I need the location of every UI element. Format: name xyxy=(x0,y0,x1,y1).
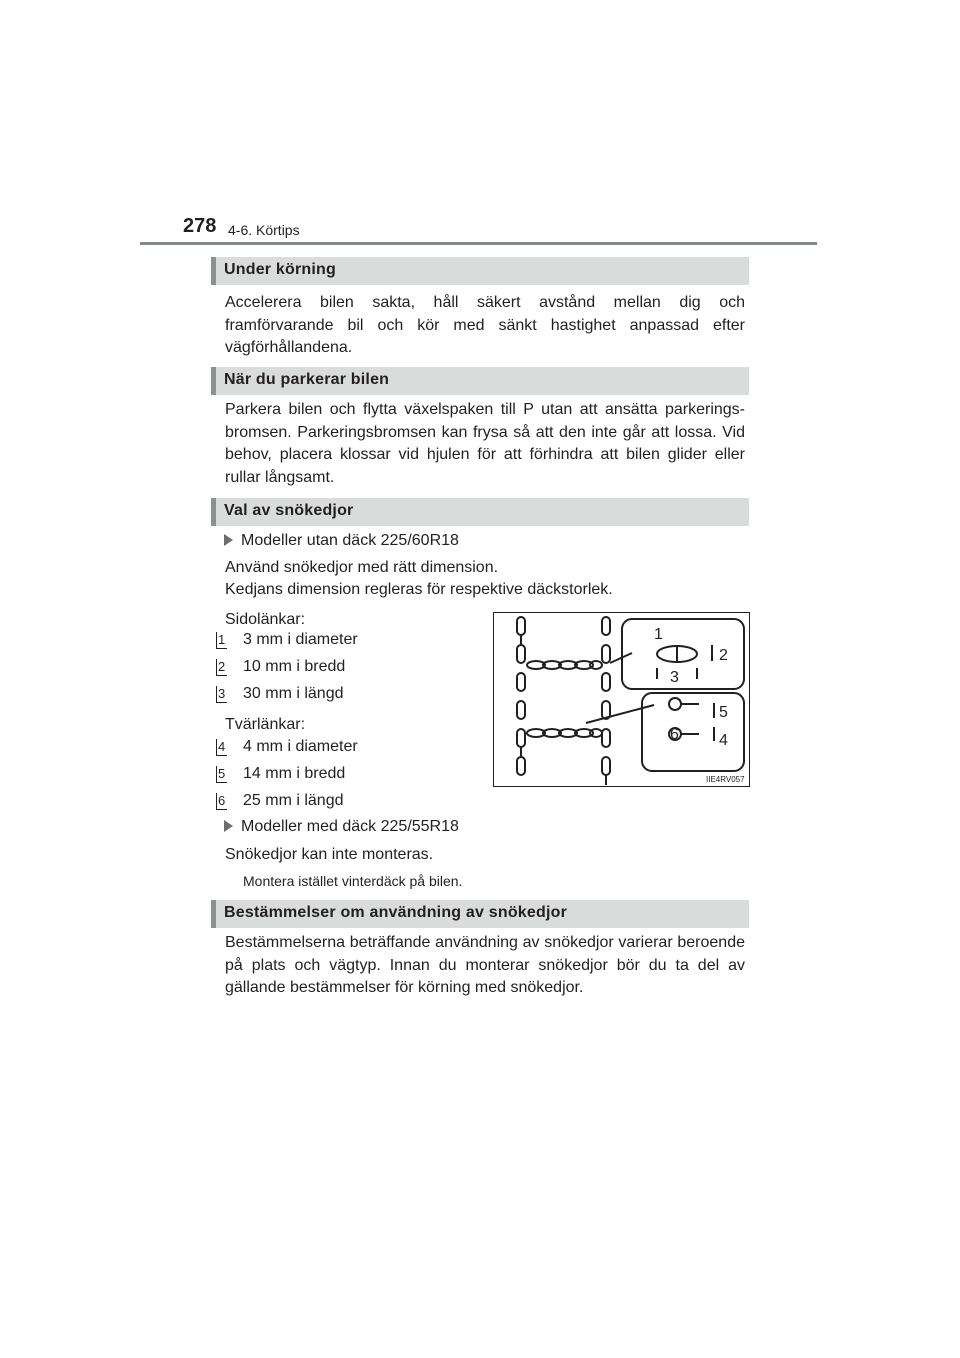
model-condition-text: Modeller med däck 225/55R18 xyxy=(241,818,459,835)
callout-6: 6 xyxy=(670,726,679,743)
rules-paragraph: Bestämmelserna beträffande användning av snökedjor varierar beroende på plats och vägtyp. Innan du monterar snökedjor bör du ta del av gällande bestämmelser för körning med snökedjor. xyxy=(225,934,745,996)
number-badge: 3 xyxy=(218,686,226,701)
section-title: Val av snökedjor xyxy=(224,502,354,519)
header-rule xyxy=(140,242,817,245)
side-link-diameter: 3 mm i diameter xyxy=(243,631,358,648)
figure-code: IIE4RV057 xyxy=(706,775,745,784)
number-badge: 5 xyxy=(218,766,226,781)
number-badge: 4 xyxy=(218,739,226,754)
page-number: 278 xyxy=(183,215,217,237)
model-condition-2 xyxy=(224,818,459,836)
cross-link-diameter: 4 mm i diameter xyxy=(243,738,358,755)
cannot-mount-line: Snökedjor kan inte monteras. xyxy=(225,846,434,863)
model-condition-text: Modeller utan däck 225/60R18 xyxy=(241,532,459,549)
section-heading-chains xyxy=(211,498,749,526)
model-condition-1 xyxy=(224,532,459,550)
cross-link-length: 25 mm i längd xyxy=(243,792,344,809)
number-badge: 1 xyxy=(218,632,226,647)
side-link-length: 30 mm i längd xyxy=(243,685,344,702)
section-title: När du parkerar bilen xyxy=(224,371,390,388)
driving-paragraph: Accelerera bilen sakta, håll säkert avstånd mellan dig och framförvarande bil och kör med sänkt hastighet anpassad efter vägförhållandena. xyxy=(225,294,745,356)
section-heading-driving xyxy=(211,257,749,285)
side-link-width: 10 mm i bredd xyxy=(243,658,346,675)
section-heading-rules xyxy=(211,900,749,928)
number-badge: 6 xyxy=(218,793,226,808)
callout-4: 4 xyxy=(719,732,728,749)
section-heading-parking xyxy=(211,367,749,395)
chain-dimension-line: Kedjans dimension regleras för respektive däckstorlek. xyxy=(225,581,613,598)
side-links-label: Sidolänkar: xyxy=(225,611,306,628)
cross-links-label: Tvärlänkar: xyxy=(225,716,306,733)
section-title: Bestämmelser om användning av snökedjor xyxy=(224,904,568,921)
callout-3: 3 xyxy=(670,669,679,686)
section-title: Under körning xyxy=(224,261,336,278)
snow-chain-diagram xyxy=(494,613,749,786)
callout-2: 2 xyxy=(719,647,728,664)
cross-link-width: 14 mm i bredd xyxy=(243,765,346,782)
number-badge: 2 xyxy=(218,659,226,674)
callout-1: 1 xyxy=(654,626,663,643)
chapter-title: 4-6. Körtips xyxy=(228,222,300,238)
callout-5: 5 xyxy=(719,704,728,721)
parking-paragraph: Parkera bilen och flytta växelspaken till P utan att ansätta parkerings-bromsen. Parkeringsbromsen kan frysa så att den inte går att lossa. Vid behov, placera klossar vid hjulen för att förhindra att bilen glider eller rullar långsamt. xyxy=(225,401,745,486)
snow-chain-illustration xyxy=(493,612,750,787)
triangle-bullet-icon xyxy=(224,534,233,546)
winter-tire-note: Montera istället vinterdäck på bilen. xyxy=(243,873,463,889)
use-chains-line: Använd snökedjor med rätt dimension. xyxy=(225,559,499,576)
triangle-bullet-icon xyxy=(224,820,233,832)
